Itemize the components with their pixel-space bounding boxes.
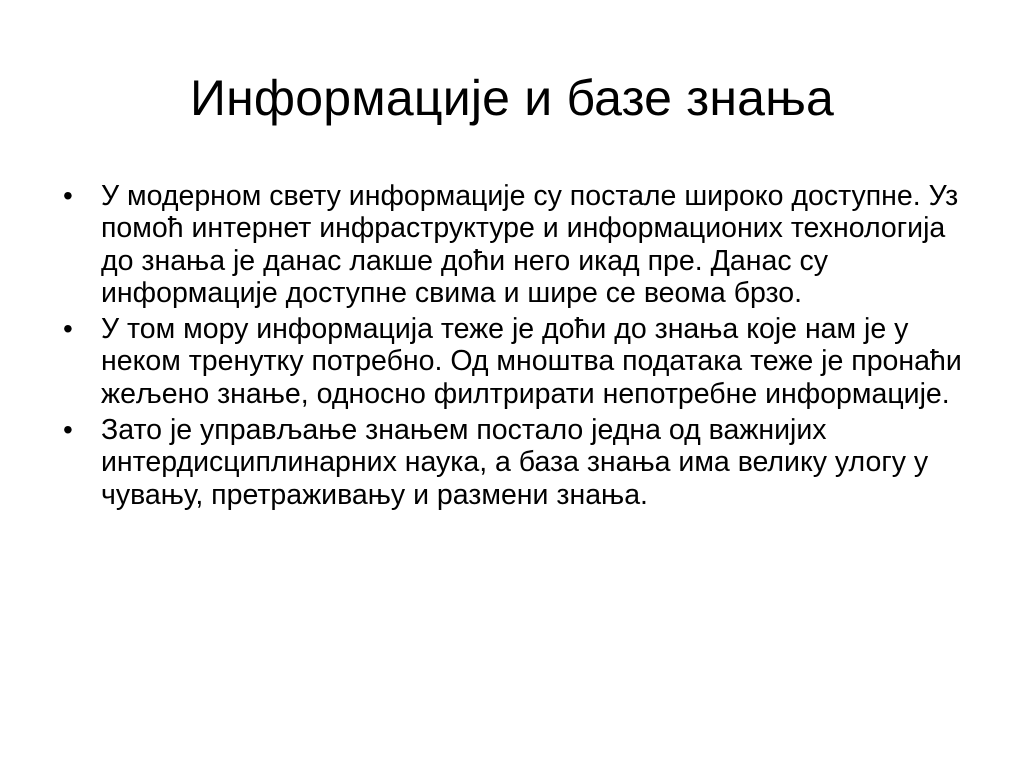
bullet-icon: • [63,313,73,345]
bullet-text: У модерном свету информације су постале широко доступне. Уз помоћ интернет инфраструктуре и информационих технологија до знања је данас лакше доћи него икад пре. Данас су информације доступне свима и шире се веома брзо. [101,180,959,309]
bullet-item [60,180,970,309]
bullet-item [60,313,970,410]
bullet-text: Зато је управљање знањем постало једна од важнијих интердисциплинарних наука, а база знања има велику улогу у чувању, претраживању и размени знања. [101,414,929,511]
bullet-list [60,180,970,515]
bullet-icon: • [63,180,73,211]
bullet-icon: • [63,414,73,446]
bullet-text: У том мору информација теже је доћи до знања које нам је у неком тренутку потребно. Од мноштва података теже је пронаћи жељено знање, односно филтрирати непотребне информације. [101,313,962,410]
bullet-item [60,414,970,511]
slide-title: Информације и базе знања [189,70,835,126]
